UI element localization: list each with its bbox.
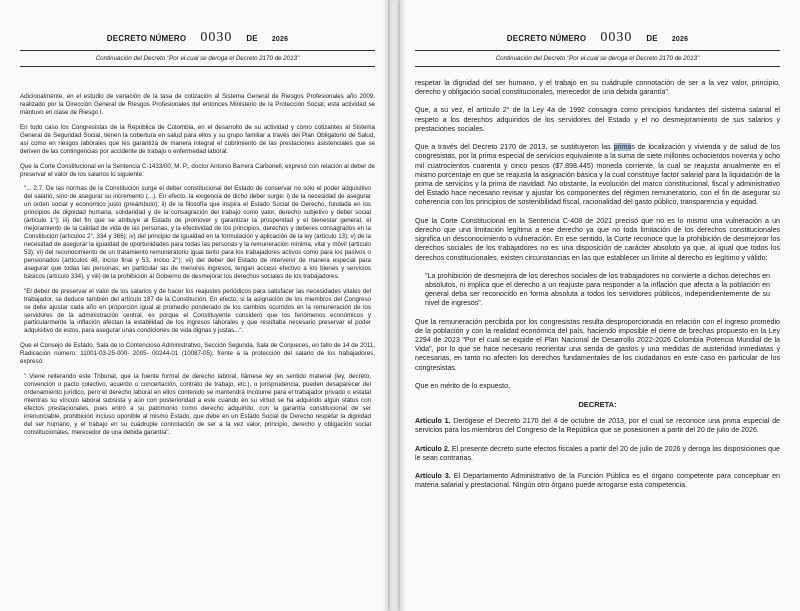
article-label: Artículo 3. [415, 472, 451, 480]
article-label: Artículo 1. [415, 417, 451, 426]
paragraph [415, 143, 780, 208]
decree-de: DE [246, 34, 258, 43]
continuation-rule [20, 66, 375, 67]
paragraph: Adicionalmente, en el estudio de variación de la tasa de cotización al Sistema General de Riesgos Profesionales año 2009, realizado por la Dirección General de Riesgos Profesionales del entonces Ministerio de la Protección Social, esta actividad se mantuvo en clase de Riesgo I. [20, 93, 375, 116]
article-3 [415, 472, 780, 490]
highlighted-word[interactable]: prima [613, 143, 632, 152]
article-label: Artículo 2. [415, 444, 450, 453]
continuation-rule [415, 66, 780, 67]
decree-header [20, 30, 375, 46]
decreta-heading: DECRETA: [578, 400, 617, 410]
continuation-line: Continuación del Decreto "Por el cual se deroga el Decreto 2170 de 2013" [95, 55, 300, 62]
decree-year: 2026 [671, 36, 689, 43]
paragraph: Que la Corte Constitucional en la Sentencia C-1433/00, M. P., doctor Antonio Barrera Carbonell, expresó con relación al deber de preservar el valor de los salarios lo siguiente: [20, 162, 375, 178]
decree-number: 0030 [600, 30, 633, 45]
decree-header [415, 30, 780, 46]
header-rule [20, 50, 375, 51]
text-run: Que a través del Decreto 2170 de 2013, se sustituyeron las [415, 143, 614, 152]
article-text: Derógese el Decreto 2170 del 4 de octubre de 2013, por el cual se reconoce una prima especial de servicios para los miembros del Congreso de la República que se posesionen a partir del 20 de julio de 2026. [415, 417, 781, 435]
right-body [415, 79, 780, 490]
text-run: s de localización y vivienda y de salud de los congresistas, por la prima especial de servicios equivalente a la suma de siete millones ochocientos noventa y ocho mil cuatrocientos cuarenta y cinco pesos ($7.898.445) moneda corriente, la cual se reajusta anualmente en el mismo porcentaje en que se reajusta la asignación básica y la cual constituye factor salarial para la liquidación de la prima de servicios y la prima de navidad. No obstante, la evolución del marco constitucional, fiscal y administrativo del Estado hace necesario revisar y ajustar los componentes del régimen remuneratorio, con el fin de asegurar su coherencia con los principios de sostenibilidad fiscal, racionalidad del gasto público, transparencia y equidad. [415, 143, 780, 207]
article-text: El Departamento Administrativo de la Función Pública es el órgano competente para conceptuar en materia salarial y prestacional. Ningún otro órgano puede arrogarse esta competencia. [415, 472, 781, 490]
article-2 [415, 445, 780, 463]
article-text: El presente decreto surte efectos fiscales a partir del 20 de julio de 2026 y deroga las disposiciones que le sean contrarias. [415, 444, 780, 462]
quote: "El deber de preservar el valor de los salarios y de hacer los reajustes periódicos para satisfacer las necesidades vitales del trabajador, se deduce también del artículo 187 de la Constitución. En efecto, si la asignación de los miembros del Congreso se debe ajustar cada año en proporción igual al promedio ponderado de los cambios ocurridos en la remuneración de los servidores de la administración central, es porque el Constituyente consideró que los fenómenos económicos y particularmente la inflación afectan la estabilidad de los ingresos laborales y que resultaba necesario preservar el poder adquisitivo de estos, para asegurar unas condiciones de vida dignas y justas...". [24, 287, 371, 335]
paragraph: respetar la dignidad del ser humano, y el trabajo en su cuádruple connotación de ser a la vez valor, principio, derecho y obligación social constitucionales, merecedor de una debida garantía". [415, 79, 780, 97]
quote: "... 2.7. De las normas de la Constitución surge el deber constitucional del Estado de conservar no sólo el poder adquisitivo del salario, sino de asegurar su incremento (...). En efecto, la exigencia de dicho deber surge: i) de la necesidad de asegurar un orden social y económico justo (preámbulo); ii) de la filosofía que inspira el Estado Social de Derecho, fundada en los principios de dignidad humana, solidaridad y de la consagración del trabajo como valor, derecho subjetivo y deber social (artículo 1°); iii) del fin que se atribuye al Estado de promover y garantizar la prosperidad y el bienestar general, el mejoramiento de la calidad de vida de las personas, y la efectividad de los principios, derechos y deberes consagrados en la Constitución (artículos 2°, 334 y 366); iv) del principio de igualdad en la formulación y aplicación de la ley (artículo 13); v) de la necesidad de asegurar la igualdad de oportunidades para todas las personas y la remuneración mínima, vital y móvil (artículo 53); vi) del reconocimiento de un tratamiento remuneratorio igual tanto para los trabajadores activos como para los pasivos o pensionados (artículos 48, inciso final y 53, inciso 2°); vii) del deber del Estado de intervenir de manera especial para asegurar que todas las personas, en particular las de menores ingresos, tengan acceso efectivo a los bienes y servicios básicos (artículo 334), y viii) de la prohibición al Gobierno de desmejorar los derechos sociales de los trabajadores. [24, 185, 371, 280]
decree-year: 2026 [271, 36, 289, 43]
paragraph: Que en mérito de lo expuesto, [415, 381, 511, 390]
article-1 [415, 417, 780, 435]
right-page [400, 0, 800, 611]
decree-label: DECRETO NÚMERO [106, 34, 187, 43]
decree-number: 0030 [200, 30, 233, 45]
paragraph: Que la remuneración percibida por los congresistas resulta desproporcionada en relación con el ingreso promedio de la población y con la realidad económica del país, haciendo imposible el cierre de brechas propuesto en la Ley 2294 de 2023 "Por el cual se expide el Plan Nacional de Desarrollo 2022-2026 Colombia Potencia Mundial de la Vida", por lo que se hace necesario reorientar una senda de gastos y una medidas de austeridad inmediatas y necesarias, en tanto no afecten los derechos fundamentales de los ciudadanos en este caso en particular de los congresistas. [415, 317, 780, 372]
paragraph: En todo caso los Congresistas de la República de Colombia, en el desarrollo de su actividad y como cotizantes al Sistema General de Seguridad Social, tienen la cobertura en salud para ellos y su grupo familiar a través del Plan Obligatorio de Salud, así como en riesgos laborales que les garantiza de manera integral el cubrimiento de las prestaciones asistenciales que se deriven de las contingencias por accidente de trabajo o enfermedad laboral. [20, 123, 375, 155]
paragraph: Que el Consejo de Estado, Sala de lo Contencioso Administrativo, Sección Segunda, Sala de Conjueces, en fallo de 14 de 2011, Radicación número: 11001-03-25-000- 2005- 00244-01 (10087-05), frente a la protección del salario de los trabajadores, expresó: [20, 342, 375, 366]
continuation-line: Continuación del Decreto "Por el cual se deroga el Decreto 2170 de 2013" [495, 55, 700, 62]
paragraph: Que la Corte Constitucional en la Sentencia C-408 de 2021 precisó que no es lo mismo una vulneración a un derecho que una limitación legítima a ese derecho ya que no toda limitación de los derechos constitucionales significa un desconocimiento o vulneración. En ese sentido, la Corte reconoce que la prohibición de desmejorar los derechos sociales de los trabajadores no es una disposición de carácter absoluto ya que, al igual que todos los derechos constitucionales, existen circunstancias en las que establecer un límite al derecho es legítimo y válido: [415, 216, 780, 262]
left-body [20, 93, 375, 437]
decree-label: DECRETO NÚMERO [506, 34, 587, 43]
paragraph: Que, a su vez, el artículo 2° de la Ley 4a de 1992 consagra como principios fundantes del sistema salarial el respeto a los derechos adquiridos de los servidores del Estado y el no desmejoramiento de sus salarios y prestaciones sociales. [415, 106, 780, 133]
decree-de: DE [646, 34, 658, 43]
page-shadow [382, 0, 388, 611]
quote: "La prohibición de desmejora de los derechos sociales de los trabajadores no convierte a dichos derechos en absolutos, ni implica que el derecho a un reajuste para responder a la inflación que afecta a la población en general deba ser reconocido en forma absoluta a todos los servidores públicos, independientemente de su nivel de ingresos". [425, 271, 770, 308]
page-shadow [400, 0, 406, 611]
left-page [0, 0, 388, 611]
header-rule [415, 50, 780, 51]
quote: " Viene reiterando este Tribunal, que la fuente formal de derecho laboral, llámese ley en sentido material (ley, decreto, convención o pacto colectivo, acuerdo o concertación, contrato de trabajo, etc.), o jurisprudencia, pueden desaparecer del ordenamiento jurídico, pero el derecho laboral en ellos contenido se mantendrá incólume para el trabajador privado o estatal mientras su vínculo laboral subsista y aún con posterioridad a este cuando en su virtud se ha adquirido algún status con efectos prestacionales, pues entró a su patrimonio como derecho adquirido, con la garantía constitucional de ser irrenunciable, prohibición incluso oponible al mismo Estado, que debe en un Estado Social de Derecho respetar la dignidad del ser humano, y el trabajo en su cuádruple connotación de ser a la vez valor, principio, derecho y obligación social constitucionales, merecedor de una debida garantía". [24, 373, 371, 436]
